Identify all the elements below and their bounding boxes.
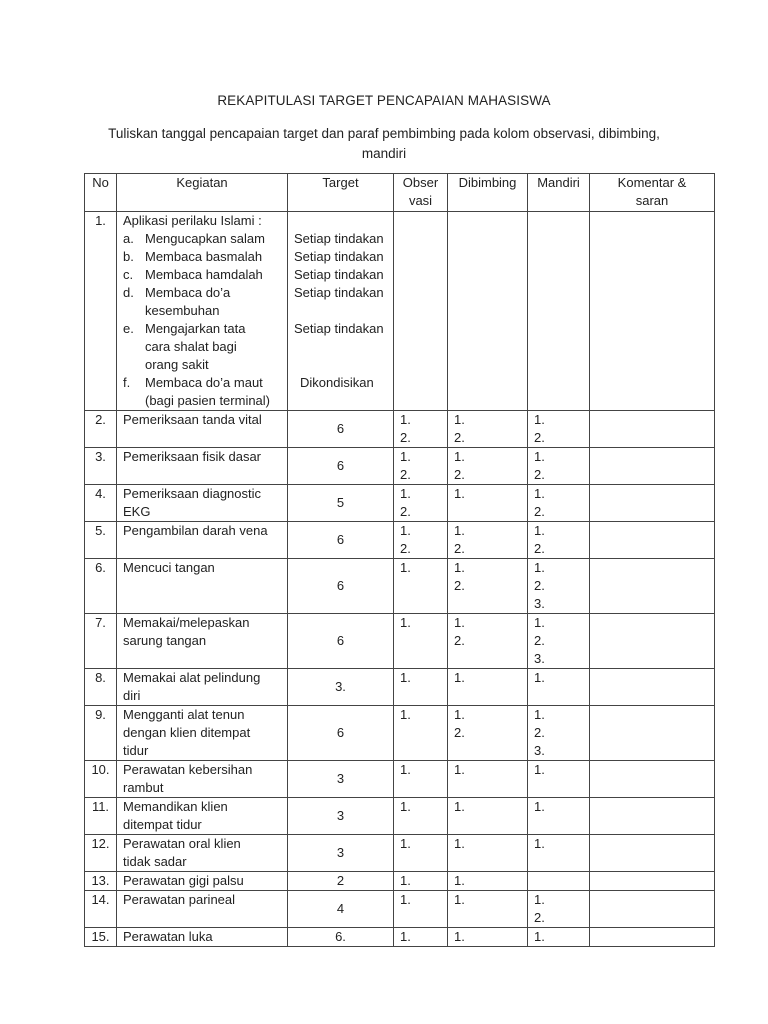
mandiri-cell[interactable]: 1. 2. [528,411,590,448]
mandiri-cell[interactable]: 1. 2. [528,485,590,522]
mandiri-cell[interactable]: 1. 2. 3. [528,614,590,669]
mandiri-cell[interactable]: 1. 2. 3. [528,706,590,761]
row-number: 15. [85,928,117,947]
row-number: 3. [85,448,117,485]
kegiatan-cell: Mengganti alat tenun dengan klien ditempat tidur [117,706,288,761]
target-cell: 3 [288,835,394,872]
header-observasi-line2: vasi [408,193,433,208]
target-cell: 6 [288,706,394,761]
row-number: 6. [85,559,117,614]
dibimbing-cell[interactable]: 1. 2. [448,559,528,614]
table-row [85,706,715,761]
header-kegiatan: Kegiatan [117,174,288,212]
list-item: b. Membaca basmalah [123,249,263,264]
kegiatan-cell: Perawatan luka [117,928,288,947]
mandiri-cell[interactable]: 1. [528,928,590,947]
target-cell: 3 [288,761,394,798]
row-number: 2. [85,411,117,448]
observasi-cell[interactable] [394,212,448,411]
kegiatan-cell: Perawatan kebersihan rambut [117,761,288,798]
target-cell: 3 [288,798,394,835]
table-row [85,614,715,669]
row-number: 7. [85,614,117,669]
observasi-cell[interactable]: 1. [394,928,448,947]
dibimbing-cell[interactable]: 1. [448,928,528,947]
header-mandiri: Mandiri [528,174,590,212]
table-header-row [85,174,715,212]
target-cell: 5 [288,485,394,522]
observasi-cell[interactable]: 1. [394,559,448,614]
target-cell: 6 [288,411,394,448]
header-dibimbing: Dibimbing [448,174,528,212]
observasi-cell[interactable]: 1. [394,706,448,761]
observasi-cell[interactable]: 1. 2. [394,485,448,522]
mandiri-cell[interactable]: 1. 2. [528,448,590,485]
mandiri-cell[interactable]: 1. [528,761,590,798]
table-row [85,872,715,891]
observasi-cell[interactable]: 1. [394,761,448,798]
dibimbing-cell[interactable]: 1. 2. [448,411,528,448]
header-komentar [590,174,715,212]
target-cell: 6 [288,522,394,559]
dibimbing-cell[interactable]: 1. 2. [448,448,528,485]
header-target: Target [288,174,394,212]
komentar-cell[interactable] [590,798,715,835]
mandiri-cell[interactable]: 1. [528,835,590,872]
target-cell: Setiap tindakan Setiap tindakan Setiap tindakan Setiap tindakan Setiap tindakan Dikondisikan [288,212,394,411]
table-row [85,485,715,522]
komentar-cell[interactable] [590,761,715,798]
table-row [85,448,715,485]
table-row [85,559,715,614]
kegiatan-title: Aplikasi perilaku Islami : [123,213,262,228]
observasi-cell[interactable]: 1. 2. [394,411,448,448]
komentar-cell[interactable] [590,835,715,872]
target-cell: 2 [288,872,394,891]
dibimbing-cell[interactable]: 1. 2. [448,522,528,559]
observasi-cell[interactable]: 1. [394,872,448,891]
mandiri-cell[interactable]: 1. 2. [528,522,590,559]
komentar-cell[interactable] [590,212,715,411]
recap-table [84,173,715,947]
table-row [85,928,715,947]
kegiatan-cell: Perawatan oral klien tidak sadar [117,835,288,872]
dibimbing-cell[interactable]: 1. [448,485,528,522]
header-komentar-line2: saran [635,193,669,208]
row-number: 14. [85,891,117,928]
komentar-cell[interactable] [590,872,715,891]
header-observasi [394,174,448,212]
table-row [85,522,715,559]
list-item: f. Membaca do’a maut (bagi pasien terminal) [123,375,271,408]
komentar-cell[interactable] [590,448,715,485]
komentar-cell[interactable] [590,928,715,947]
row-number: 11. [85,798,117,835]
kegiatan-cell: Mencuci tangan [117,559,288,614]
target-cell: 3. [288,669,394,706]
dibimbing-cell[interactable]: 1. [448,669,528,706]
komentar-cell[interactable] [590,522,715,559]
row-number: 13. [85,872,117,891]
table-row [85,835,715,872]
table-row [85,669,715,706]
target-cell: 6 [288,614,394,669]
observasi-cell[interactable]: 1. [394,614,448,669]
list-item: a. Mengucapkan salam [123,231,265,246]
kegiatan-cell: Perawatan parineal [117,891,288,928]
header-observasi-line1: Obser [402,175,439,190]
kegiatan-cell: Pemeriksaan diagnostic EKG [117,485,288,522]
observasi-cell[interactable]: 1. [394,798,448,835]
komentar-cell[interactable] [590,411,715,448]
kegiatan-cell: Pemeriksaan fisik dasar [117,448,288,485]
target-cell: 6 [288,448,394,485]
list-item: e. Mengajarkan tata cara shalat bagi orang sakit [123,321,246,372]
row-number: 9. [85,706,117,761]
row-number: 1. [85,212,117,411]
komentar-cell[interactable] [590,891,715,928]
row-number: 12. [85,835,117,872]
kegiatan-cell: Perawatan gigi palsu [117,872,288,891]
observasi-cell[interactable]: 1. [394,669,448,706]
target-cell: 6. [288,928,394,947]
mandiri-cell[interactable] [528,212,590,411]
komentar-cell[interactable] [590,614,715,669]
kegiatan-cell: Pemeriksaan tanda vital [117,411,288,448]
observasi-cell[interactable]: 1. 2. [394,448,448,485]
table-row [85,891,715,928]
row-number: 4. [85,485,117,522]
instruction-text: Tuliskan tanggal pencapaian target dan paraf pembimbing pada kolom observasi, dibimbing, mandiri [108,126,660,161]
komentar-cell[interactable] [590,669,715,706]
dibimbing-cell[interactable]: 1. [448,798,528,835]
dibimbing-cell[interactable]: 1. [448,891,528,928]
komentar-cell[interactable] [590,706,715,761]
komentar-cell[interactable] [590,485,715,522]
row-number: 8. [85,669,117,706]
komentar-cell[interactable] [590,559,715,614]
table-row [85,761,715,798]
observasi-cell[interactable]: 1. [394,891,448,928]
dibimbing-cell[interactable]: 1. 2. [448,614,528,669]
dibimbing-cell[interactable]: 1. [448,761,528,798]
mandiri-cell[interactable] [528,872,590,891]
header-no: No [85,174,117,212]
table-row [85,411,715,448]
observasi-cell[interactable]: 1. [394,835,448,872]
table-row [85,798,715,835]
dibimbing-cell[interactable]: 1. [448,835,528,872]
observasi-cell[interactable]: 1. 2. [394,522,448,559]
target-cell: 6 [288,559,394,614]
kegiatan-cell: Memakai alat pelindung diri [117,669,288,706]
list-item: c. Membaca hamdalah [123,267,263,282]
list-item: d. Membaca do’a kesembuhan [123,285,231,318]
dibimbing-cell[interactable] [448,212,528,411]
header-komentar-line1: Komentar & [617,175,687,190]
kegiatan-cell: Pengambilan darah vena [117,522,288,559]
target-cell: 4 [288,891,394,928]
row-number: 5. [85,522,117,559]
mandiri-cell[interactable]: 1. 2. 3. [528,559,590,614]
mandiri-cell[interactable]: 1. [528,798,590,835]
table-row [85,212,715,411]
dibimbing-cell[interactable]: 1. [448,872,528,891]
mandiri-cell[interactable]: 1. 2. [528,891,590,928]
row-number: 10. [85,761,117,798]
mandiri-cell[interactable]: 1. [528,669,590,706]
kegiatan-cell [117,212,288,411]
kegiatan-cell: Memandikan klien ditempat tidur [117,798,288,835]
dibimbing-cell[interactable]: 1. 2. [448,706,528,761]
page-title: REKAPITULASI TARGET PENCAPAIAN MAHASISWA [217,93,551,108]
kegiatan-cell: Memakai/melepaskan sarung tangan [117,614,288,669]
